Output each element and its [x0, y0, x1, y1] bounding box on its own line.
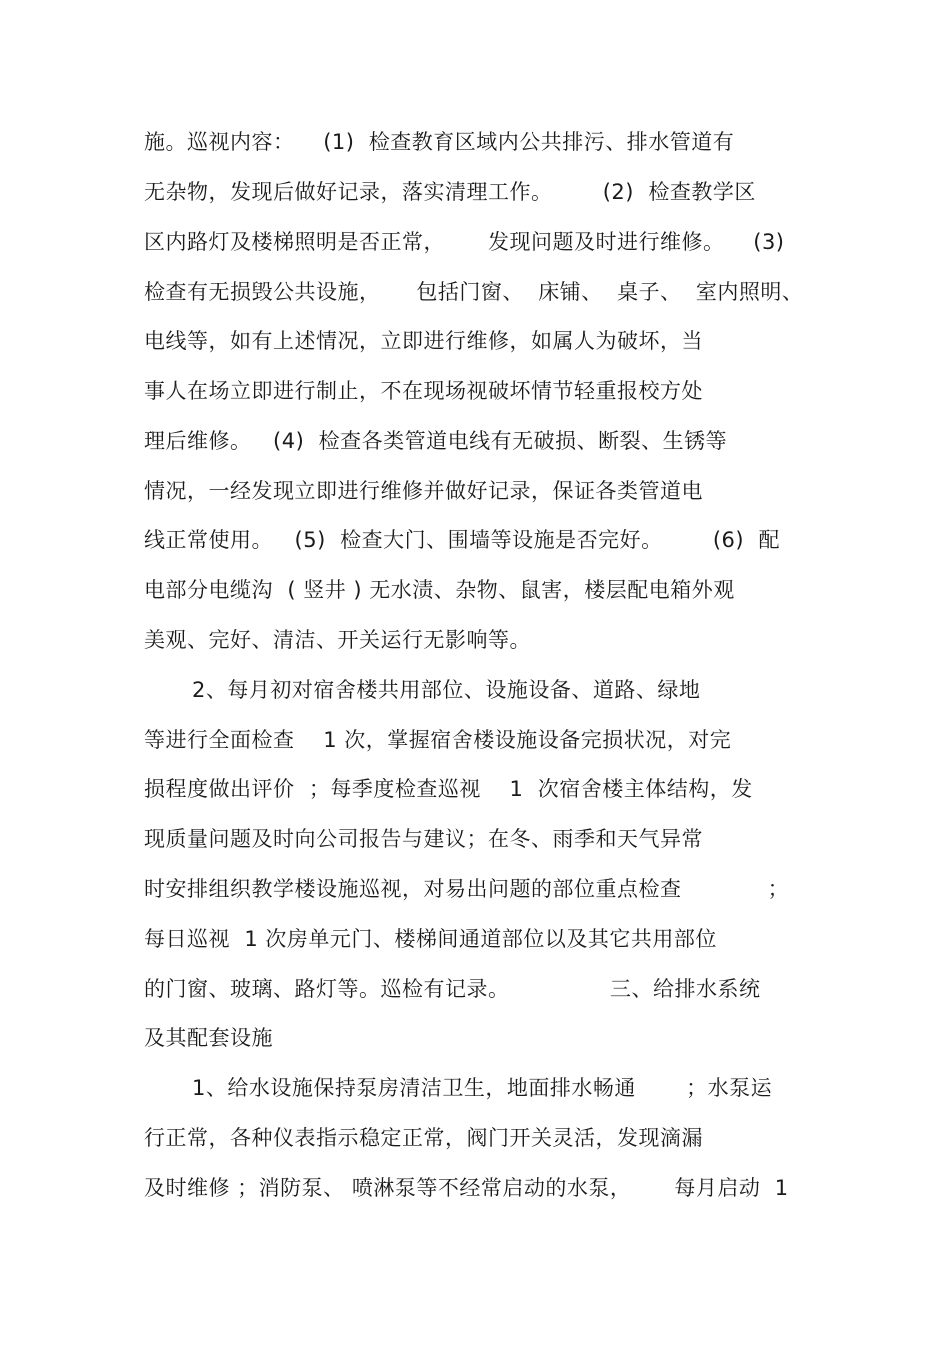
text-line: 理后维修。 (4) 检查各类管道电线有无破损、断裂、生锈等 [144, 429, 728, 453]
text-line: 情况，一经发现立即进行维修并做好记录，保证各类管道电 [144, 479, 703, 503]
text-line: 电部分电缆沟 ( 竖井 ) 无水渍、杂物、鼠害，楼层配电箱外观 [144, 578, 735, 602]
text-line: 线正常使用。 (5) 检查大门、围墙等设施是否完好。 (6) 配 [144, 528, 780, 552]
section-heading-line: 及其配套设施 [144, 1026, 273, 1050]
text-line: 每日巡视 1 次房单元门、楼梯间通道部位以及其它共用部位 [144, 927, 717, 951]
text-line: 等进行全面检查 1 次，掌握宿舍楼设施设备完损状况，对完 [144, 728, 732, 752]
text-line: 电线等，如有上述情况，立即进行维修，如属人为破坏，当 [144, 329, 703, 353]
text-line: 检查有无损毁公共设施， 包括门窗、 床铺、 桌子、 室内照明、 [144, 280, 804, 304]
text-line: 无杂物，发现后做好记录，落实清理工作。 (2) 检查教学区 [144, 180, 756, 204]
text-line: 损程度做出评价 ；每季度检查巡视 1 次宿舍楼主体结构，发 [144, 777, 753, 801]
text-line: 美观、完好、清洁、开关运行无影响等。 [144, 628, 531, 652]
text-line: 区内路灯及楼梯照明是否正常， 发现问题及时进行维修。 (3) [144, 230, 785, 254]
text-line: 施。巡视内容： (1) 检查教育区域内公共排污、排水管道有 [144, 130, 735, 154]
text-line: 的门窗、玻璃、路灯等。巡检有记录。 三、给排水系统 [144, 977, 761, 1001]
paragraph-start-line: 1、给水设施保持泵房清洁卫生，地面排水畅通 ；水泵运 [192, 1076, 773, 1100]
text-line: 及时维修 ；消防泵、 喷淋泵等不经常启动的水泵， 每月启动 1 [144, 1176, 789, 1200]
text-line: 现质量问题及时向公司报告与建议；在冬、雨季和天气异常 [144, 827, 703, 851]
text-line: 时安排组织教学楼设施巡视，对易出问题的部位重点检查 ； [144, 877, 790, 901]
text-line: 事人在场立即进行制止，不在现场视破坏情节轻重报校方处 [144, 379, 703, 403]
paragraph-start-line: 2、每月初对宿舍楼共用部位、设施设备、道路、绿地 [192, 678, 701, 702]
text-line: 行正常，各种仪表指示稳定正常，阀门开关灵活，发现滴漏 [144, 1126, 703, 1150]
